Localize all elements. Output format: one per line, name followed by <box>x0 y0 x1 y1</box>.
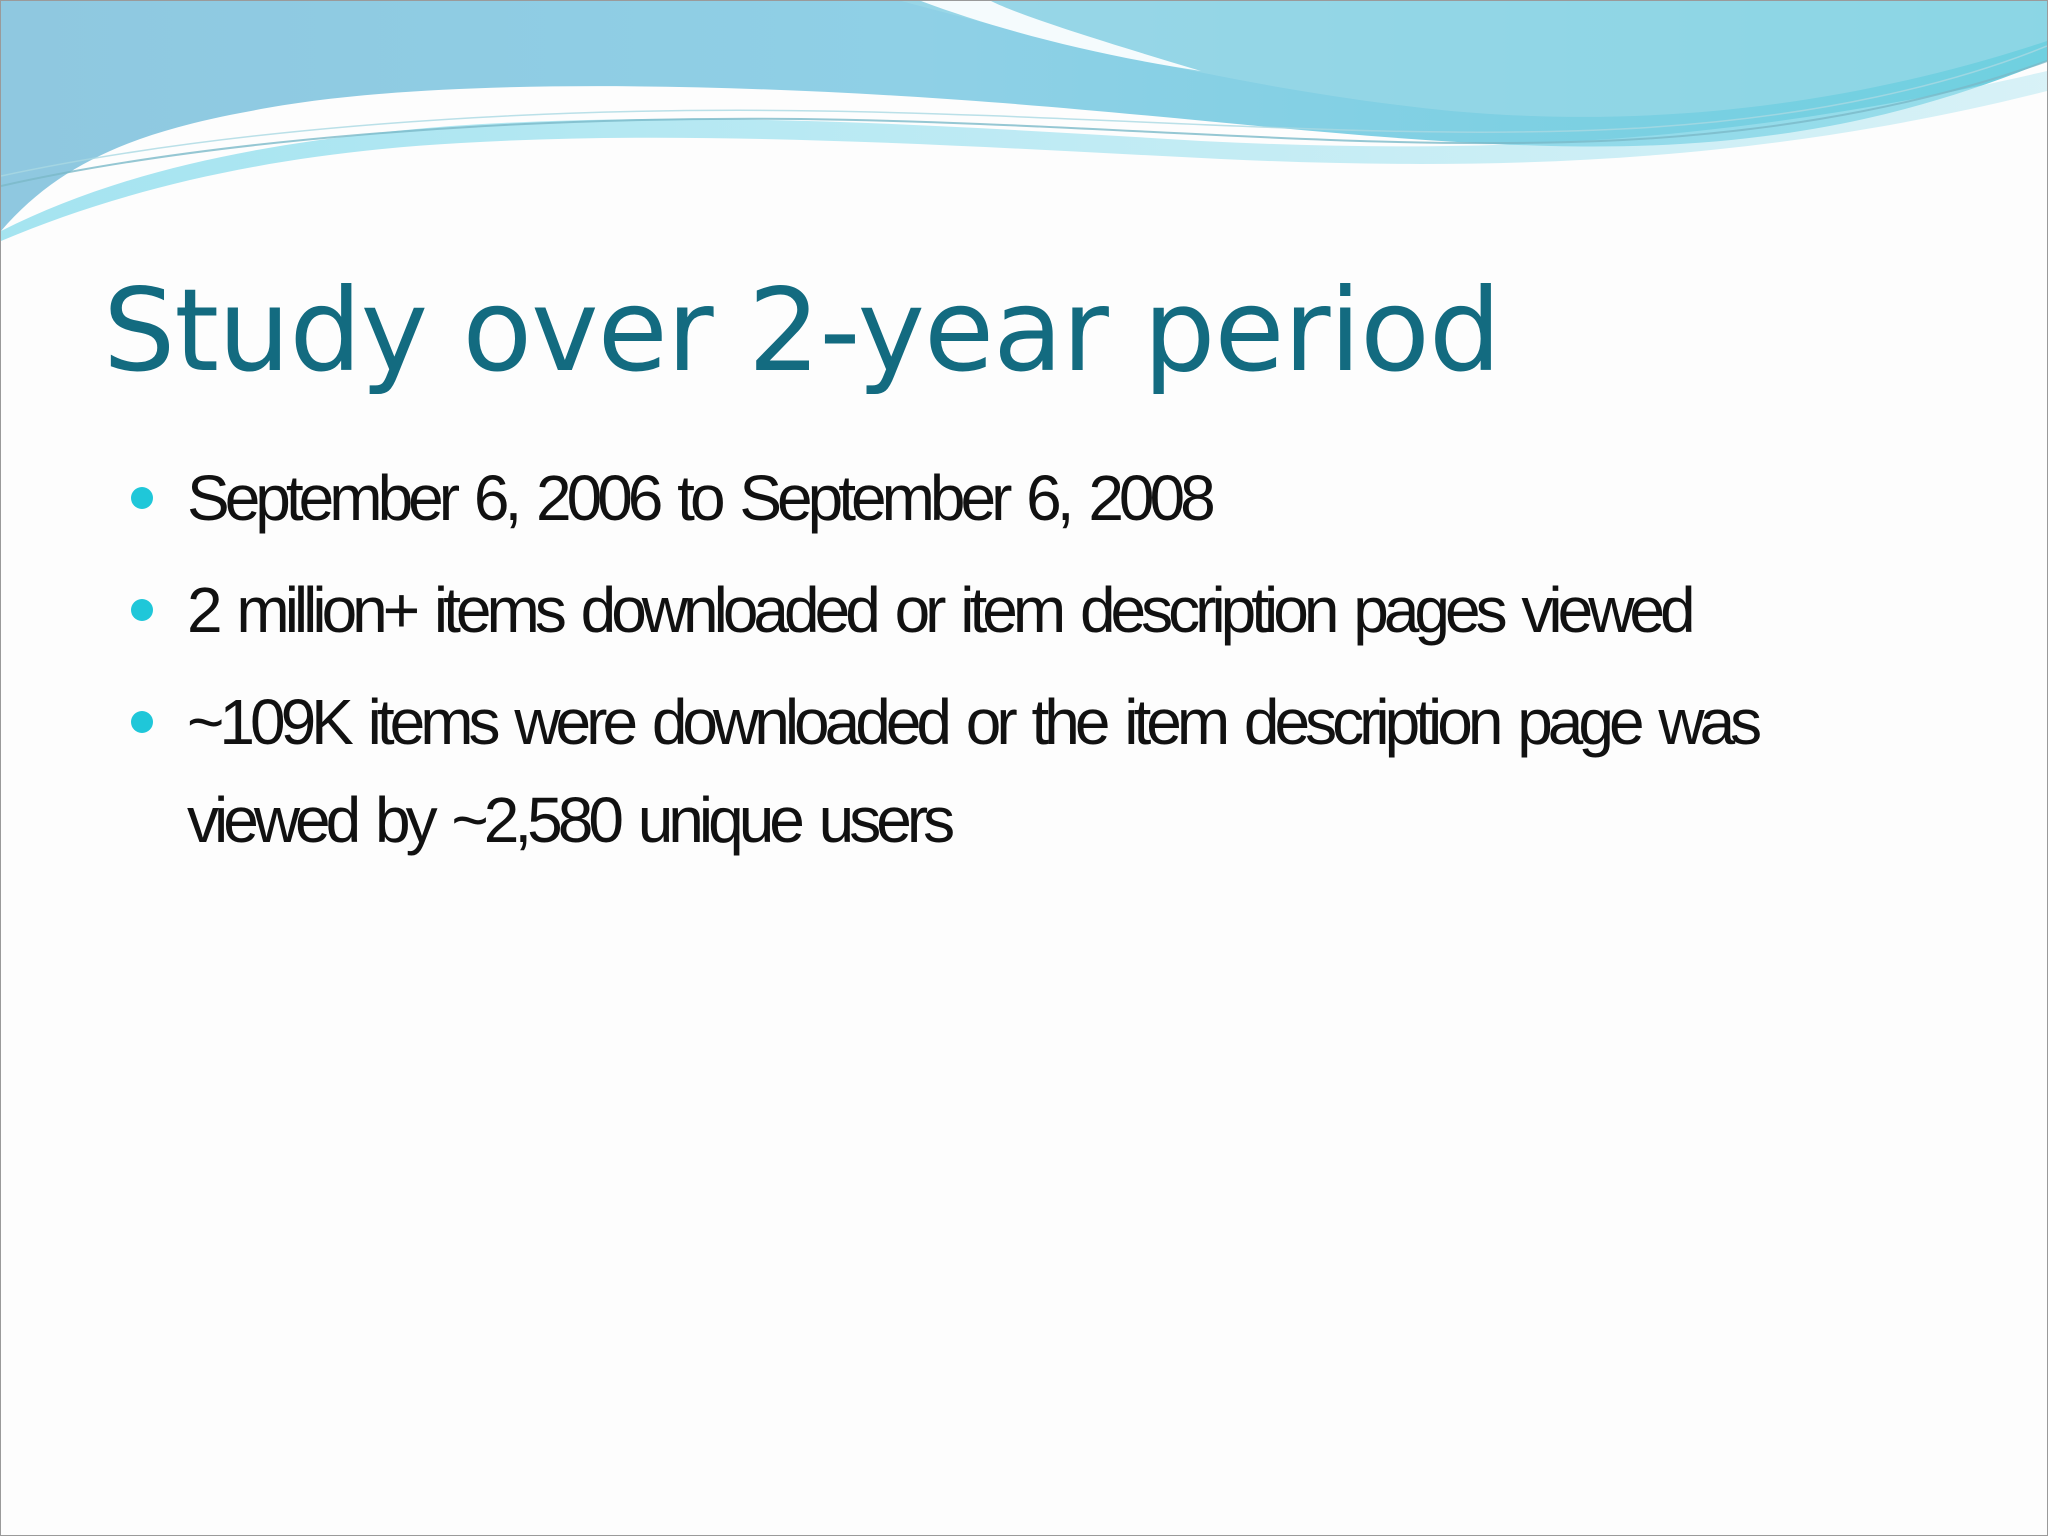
bullet-text: 2 million+ items downloaded or item description pages viewed <box>187 574 1691 646</box>
bullet-item-downloads <box>129 561 1929 659</box>
wave-header-decoration <box>1 1 2047 241</box>
bullet-text: September 6, 2006 to September 6, 2008 <box>187 462 1211 534</box>
bullet-dot-icon <box>131 487 153 509</box>
bullet-dot-icon <box>131 599 153 621</box>
slide-title: Study over 2-year period <box>103 264 1501 397</box>
bullet-item-date-range <box>129 449 1929 547</box>
bullet-dot-icon <box>131 711 153 733</box>
bullet-text: ~109K items were downloaded or the item description page was viewed by ~2,580 unique users <box>187 686 1758 856</box>
bullet-list <box>129 449 1929 883</box>
bullet-item-unique-users <box>129 673 1929 869</box>
